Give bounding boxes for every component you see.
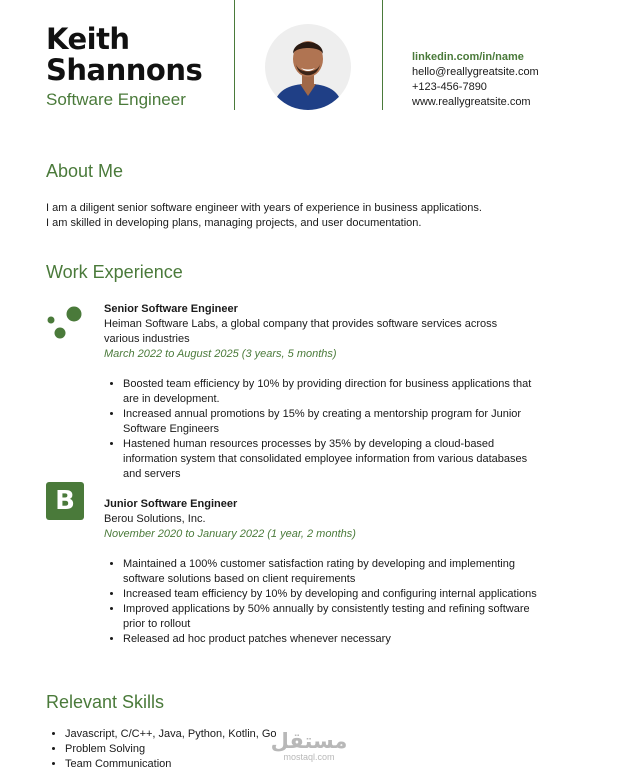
company-logo-dots-icon: [45, 300, 85, 345]
about-line: I am a diligent senior software engineer with years of experience in business applications.: [46, 202, 482, 214]
header-divider-left: [234, 0, 235, 110]
job-title: Senior Software Engineer: [104, 303, 238, 315]
header-divider-right: [382, 0, 383, 110]
job-bullets-senior: [105, 377, 543, 482]
first-name: Keith: [46, 22, 130, 56]
about-heading: About Me: [46, 161, 124, 181]
skill-item: • Javascript, C/C++, Java, Python, Kotlin, Go: [65, 727, 325, 742]
experience-heading: Work Experience: [46, 262, 183, 282]
profile-photo: [265, 24, 351, 110]
company-logo-b-icon: B: [46, 482, 84, 520]
last-name: Shannons: [46, 53, 203, 87]
job-title: Junior Software Engineer: [104, 498, 238, 510]
job-bullet: • Increased team efficiency by 10% by developing and configuring internal applications: [123, 587, 543, 602]
job-entry-senior: [104, 302, 524, 362]
watermark-arabic: مستقل: [270, 729, 348, 753]
candidate-name: [46, 24, 202, 86]
job-entry-junior: [104, 497, 524, 542]
website-text[interactable]: www.reallygreatsite.com: [412, 96, 531, 108]
job-bullets-junior: [105, 557, 543, 647]
job-bullet: • Increased annual promotions by 15% by creating a mentorship program for Junior Software Engineers: [123, 407, 543, 437]
job-company: Berou Solutions, Inc.: [104, 513, 206, 525]
job-company: Heiman Software Labs, a global company that provides software services across various industries: [104, 318, 498, 345]
phone-text: +123-456-7890: [412, 81, 487, 93]
linkedin-link[interactable]: linkedin.com/in/name: [412, 51, 524, 63]
job-dates: March 2022 to August 2025 (3 years, 5 months): [104, 348, 337, 360]
skill-item: • Problem Solving: [65, 742, 325, 757]
skills-heading: Relevant Skills: [46, 692, 165, 712]
job-bullet: • Released ad hoc product patches whenever necessary: [123, 632, 543, 647]
job-bullet: • Boosted team efficiency by 10% by providing direction for business applications that are in development.: [123, 377, 543, 407]
job-dates: November 2020 to January 2022 (1 year, 2 months): [104, 528, 356, 540]
job-bullet: • Maintained a 100% customer satisfaction rating by developing and implementing software solutions based on client requirements: [123, 557, 543, 587]
email-text[interactable]: hello@reallygreatsite.com: [412, 66, 539, 78]
skill-item: • Team Communication: [65, 757, 325, 772]
job-bullet: • Improved applications by 50% annually by consistently testing and refining software prior to rollout: [123, 602, 543, 632]
job-bullet: • Hastened human resources processes by 35% by developing a cloud-based information system that consolidated employee information from various databases and servers: [123, 437, 543, 482]
about-text: [46, 201, 546, 231]
contact-block: [412, 50, 539, 110]
watermark: [268, 730, 350, 763]
job-role: Software Engineer: [46, 90, 186, 109]
watermark-latin: mostaql.com: [283, 752, 335, 762]
about-line: I am skilled in developing plans, managing projects, and user documentation.: [46, 217, 422, 229]
